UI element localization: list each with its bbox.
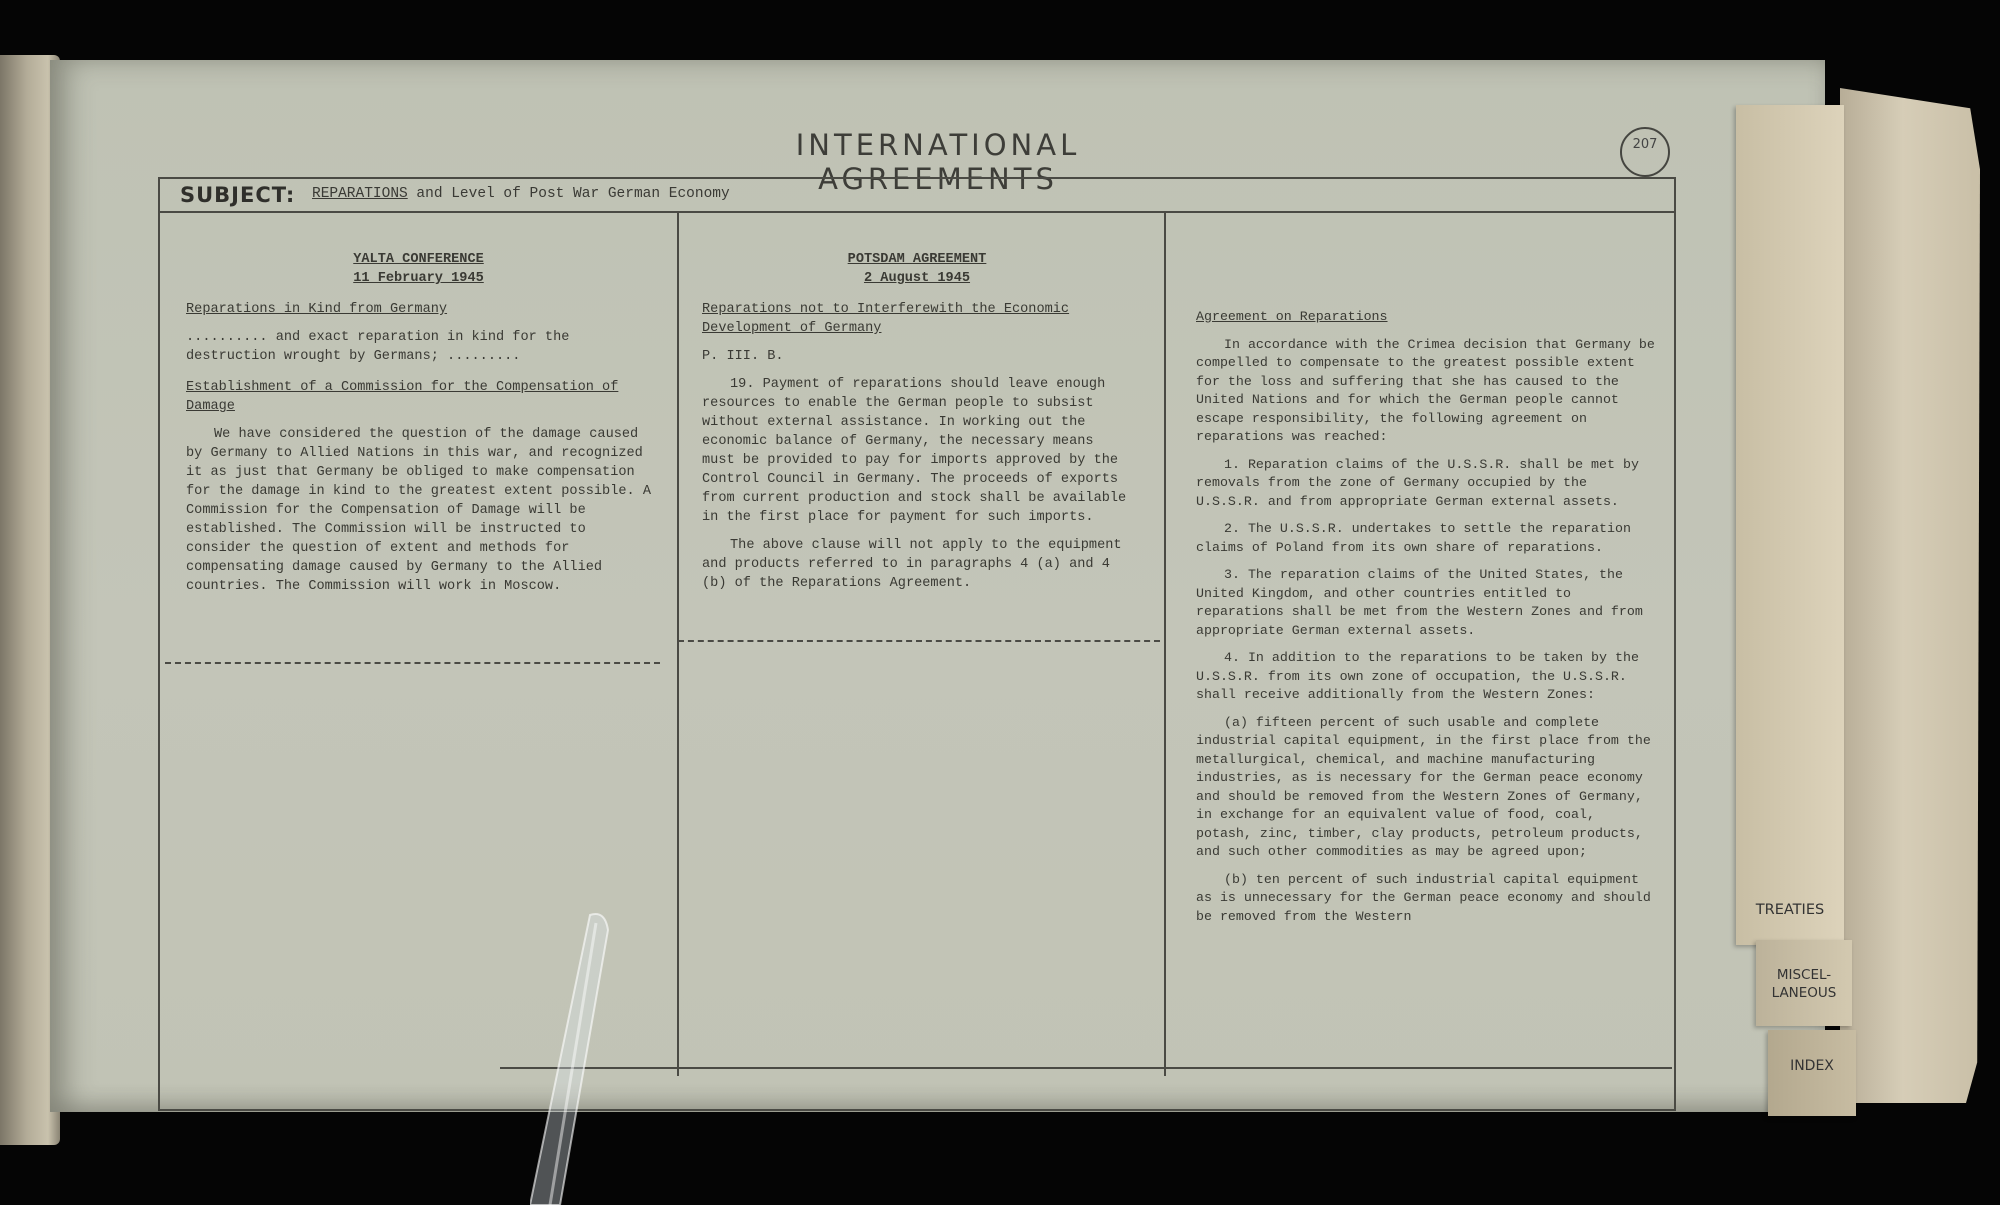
yalta-paragraph-1: .......... and exact reparation in kind for the destruction wrought by Germans; ......... — [186, 330, 570, 364]
potsdam-end-dashes — [678, 640, 1160, 642]
tab-index[interactable] — [1768, 1030, 1856, 1116]
tab-treaties-label: TREATIES — [1755, 902, 1825, 918]
tab-misc-label-line1: MISCEL- — [1776, 967, 1832, 983]
subject-topic-rest: and Level of Post War German Economy — [407, 186, 730, 202]
yalta-paragraph-2: We have considered the question of the damage caused by Germany to Allied Nations in this war, and recognized it as just that Germany be obliged to make compensation for the damage in kind to the greatest extent possible. A Commission for the Compensation of Damage will be established. The Commission will be instructed to consider the question of extent and methods for compensating damage caused by Germany to the Allied countries. The Commission will work in Moscow. — [186, 427, 651, 594]
tab-misc-label-line2: LANEOUS — [1771, 985, 1837, 1001]
transparent-ruler — [530, 905, 610, 1205]
tab-treaties[interactable] — [1736, 105, 1844, 945]
yalta-end-dashes — [165, 662, 660, 664]
page-number-circle: 207 — [1620, 127, 1670, 177]
column-divider-2 — [1164, 211, 1166, 1076]
potsdam-title: POTSDAM AGREEMENT — [847, 252, 987, 267]
agreement-paragraph-3: 3. The reparation claims of the United States, the United Kingdom, and other countries entitled to reparations shall be met from the Western Zones and from appropriate German external assets. — [1196, 567, 1643, 638]
agreement-paragraph-intro: In accordance with the Crimea decision that Germany be compelled to compensate to the greatest possible extent for the loss and suffering that she has caused to the United Nations and for which the German people cannot escape responsibility, the following agreement on reparations was reached: — [1196, 336, 1655, 444]
subject-text — [312, 186, 730, 202]
subject-row — [160, 179, 1674, 213]
column-divider-1 — [677, 211, 679, 1076]
column-agreement — [1196, 308, 1658, 935]
agreement-paragraph-1: 1. Reparation claims of the U.S.S.R. shall be met by removals from the zone of Germany occupied by the U.S.S.R. and from appropriate German external assets. — [1196, 456, 1639, 509]
subject-label: SUBJECT: — [180, 183, 296, 207]
agreement-paragraph-4: 4. In addition to the reparations to be taken by the U.S.S.R. from its own zone of occupation, the U.S.S.R. shall receive additionally from the Western Zones: — [1196, 650, 1639, 702]
potsdam-heading: Reparations not to Interferewith the Economic Development of Germany — [702, 302, 1070, 336]
yalta-heading-commission: Establishment of a Commission for the Compensation of Damage — [186, 380, 619, 414]
page-title: INTERNATIONAL AGREEMENTS — [795, 128, 1081, 196]
agreement-paragraph-4a: (a) fifteen percent of such usable and complete industrial capital equipment, in the first place from the metallurgical, chemical, and machine manufacturing industries, as is necessary for the German peace economy and should be removed from the Western Zones of Germany, in exchange for an equivalent value of food, coal, potash, zinc, timber, clay products, petroleum products, and such other commodities as may be agreed upon; — [1196, 714, 1651, 859]
agreement-paragraph-4b: (b) ten percent of such industrial capital equipment as is unnecessary for the German peace economy and should be removed from the Western — [1196, 871, 1651, 924]
potsdam-date: 2 August 1945 — [863, 271, 971, 286]
agreement-heading: Agreement on Reparations — [1196, 309, 1388, 324]
column-potsdam — [702, 250, 1132, 602]
tab-index-label: INDEX — [1790, 1058, 1834, 1074]
potsdam-section: P. III. B. — [702, 349, 784, 364]
yalta-title: YALTA CONFERENCE — [353, 252, 484, 267]
tab-miscellaneous[interactable] — [1756, 940, 1852, 1026]
bottom-rule — [500, 1067, 1672, 1069]
agreement-paragraph-2: 2. The U.S.S.R. undertakes to settle the reparation claims of Poland from its own share of reparations. — [1196, 521, 1631, 555]
yalta-heading-reparations: Reparations in Kind from Germany — [186, 302, 448, 317]
yalta-date: 11 February 1945 — [353, 271, 484, 286]
potsdam-paragraph-clause: The above clause will not apply to the equipment and products referred to in paragraphs 4 (a) and 4 (b) of the Reparations Agreement. — [702, 538, 1122, 591]
column-yalta — [186, 250, 651, 605]
subject-topic-underlined: REPARATIONS — [312, 186, 408, 202]
potsdam-paragraph-19: 19. Payment of reparations should leave enough resources to enable the German people to subsist without external assistance. In working out the economic balance of Germany, the necessary means must be provided to pay for imports approved by the Control Council in Germany. The proceeds of exports from current production and stock shall be available in the first place for payment for such imports. — [702, 377, 1127, 525]
page-stack-edge — [1840, 88, 1980, 1103]
